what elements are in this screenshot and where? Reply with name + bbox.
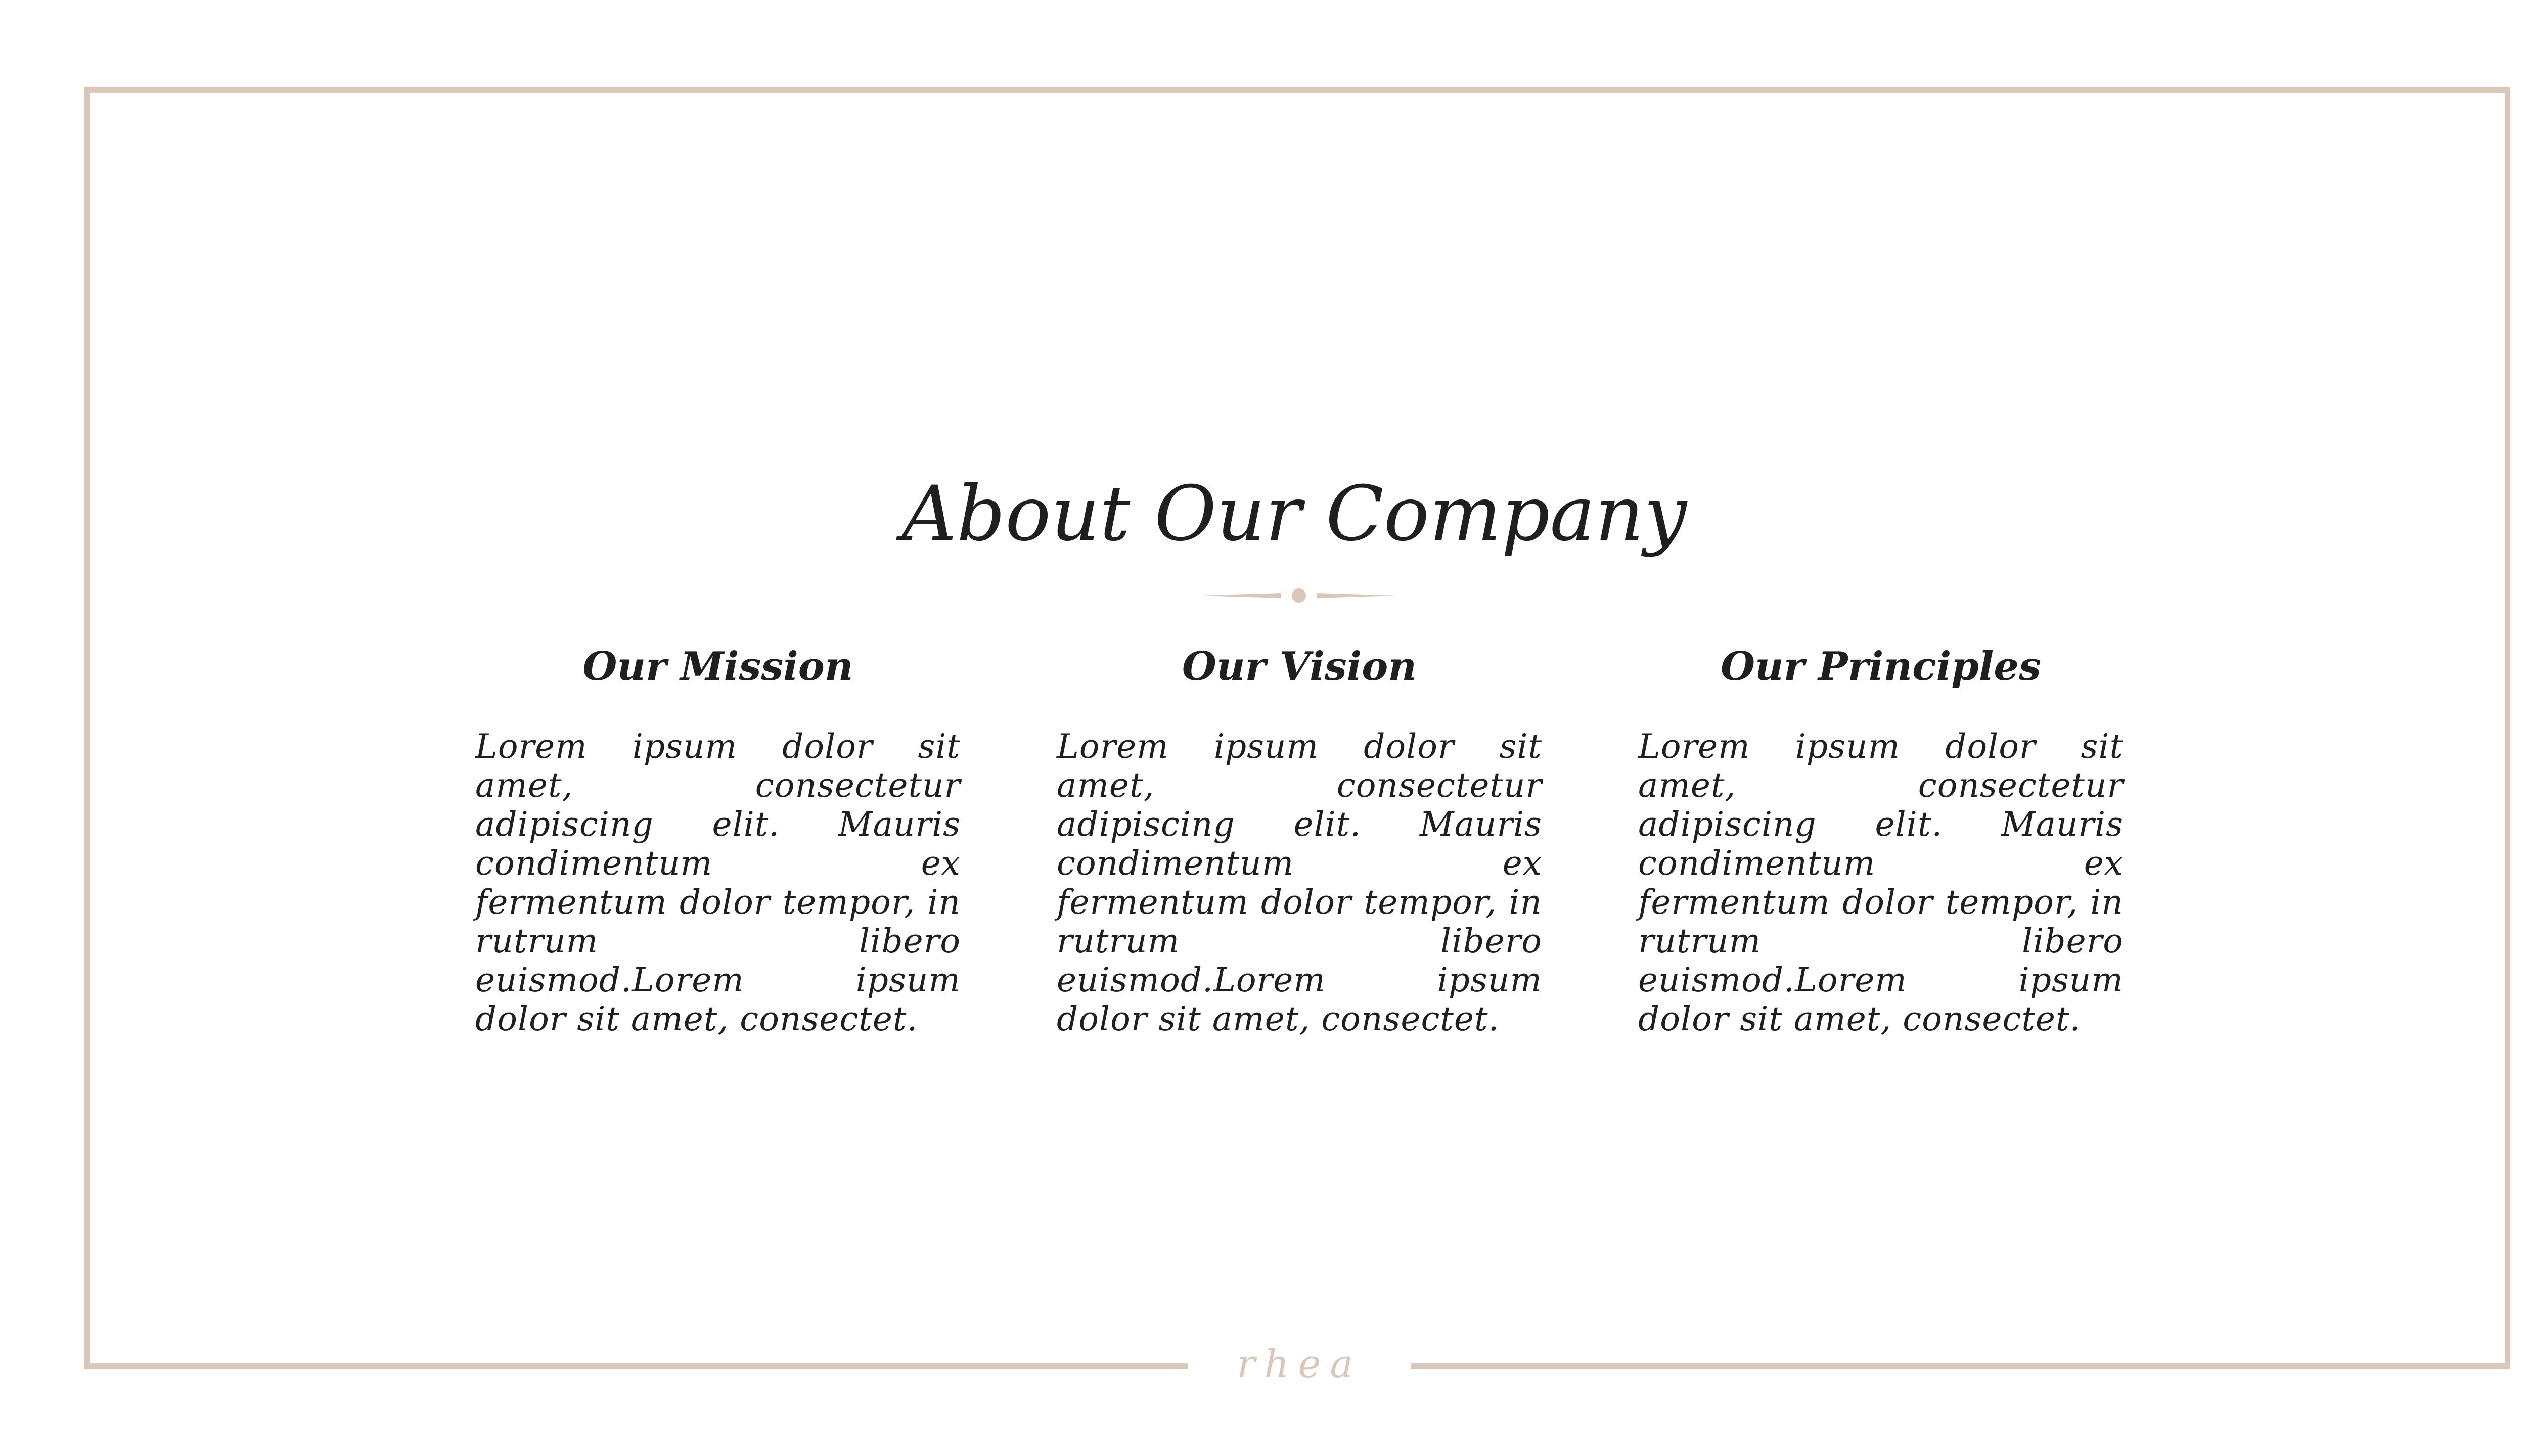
column-vision — [1057, 644, 1542, 1038]
column-heading: Our Mission — [582, 644, 853, 690]
brand-logo: rhea — [1237, 1341, 1362, 1386]
column-heading: Our Principles — [1721, 644, 2041, 690]
column-mission — [475, 644, 961, 1038]
column-body: Lorem ipsum dolor sit amet, consectetur adipiscing elit. Mauris condimentum ex fermentum dolor tempor, in rutrum libero euismod.Lorem ipsum dolor sit amet, consectet. — [475, 727, 961, 1038]
column-body: Lorem ipsum dolor sit amet, consectetur adipiscing elit. Mauris condimentum ex fermentum dolor tempor, in rutrum libero euismod.Lorem ipsum dolor sit amet, consectet. — [1057, 727, 1542, 1038]
column-heading: Our Vision — [1182, 644, 1417, 690]
columns-section — [475, 644, 2124, 1038]
slide-title: About Our Company — [901, 470, 1687, 558]
column-body: Lorem ipsum dolor sit amet, consectetur adipiscing elit. Mauris condimentum ex fermentum dolor tempor, in rutrum libero euismod.Lorem ipsum dolor sit amet, consectet. — [1638, 727, 2124, 1038]
ornament-divider-icon — [1200, 585, 1397, 606]
column-principles — [1638, 644, 2124, 1038]
